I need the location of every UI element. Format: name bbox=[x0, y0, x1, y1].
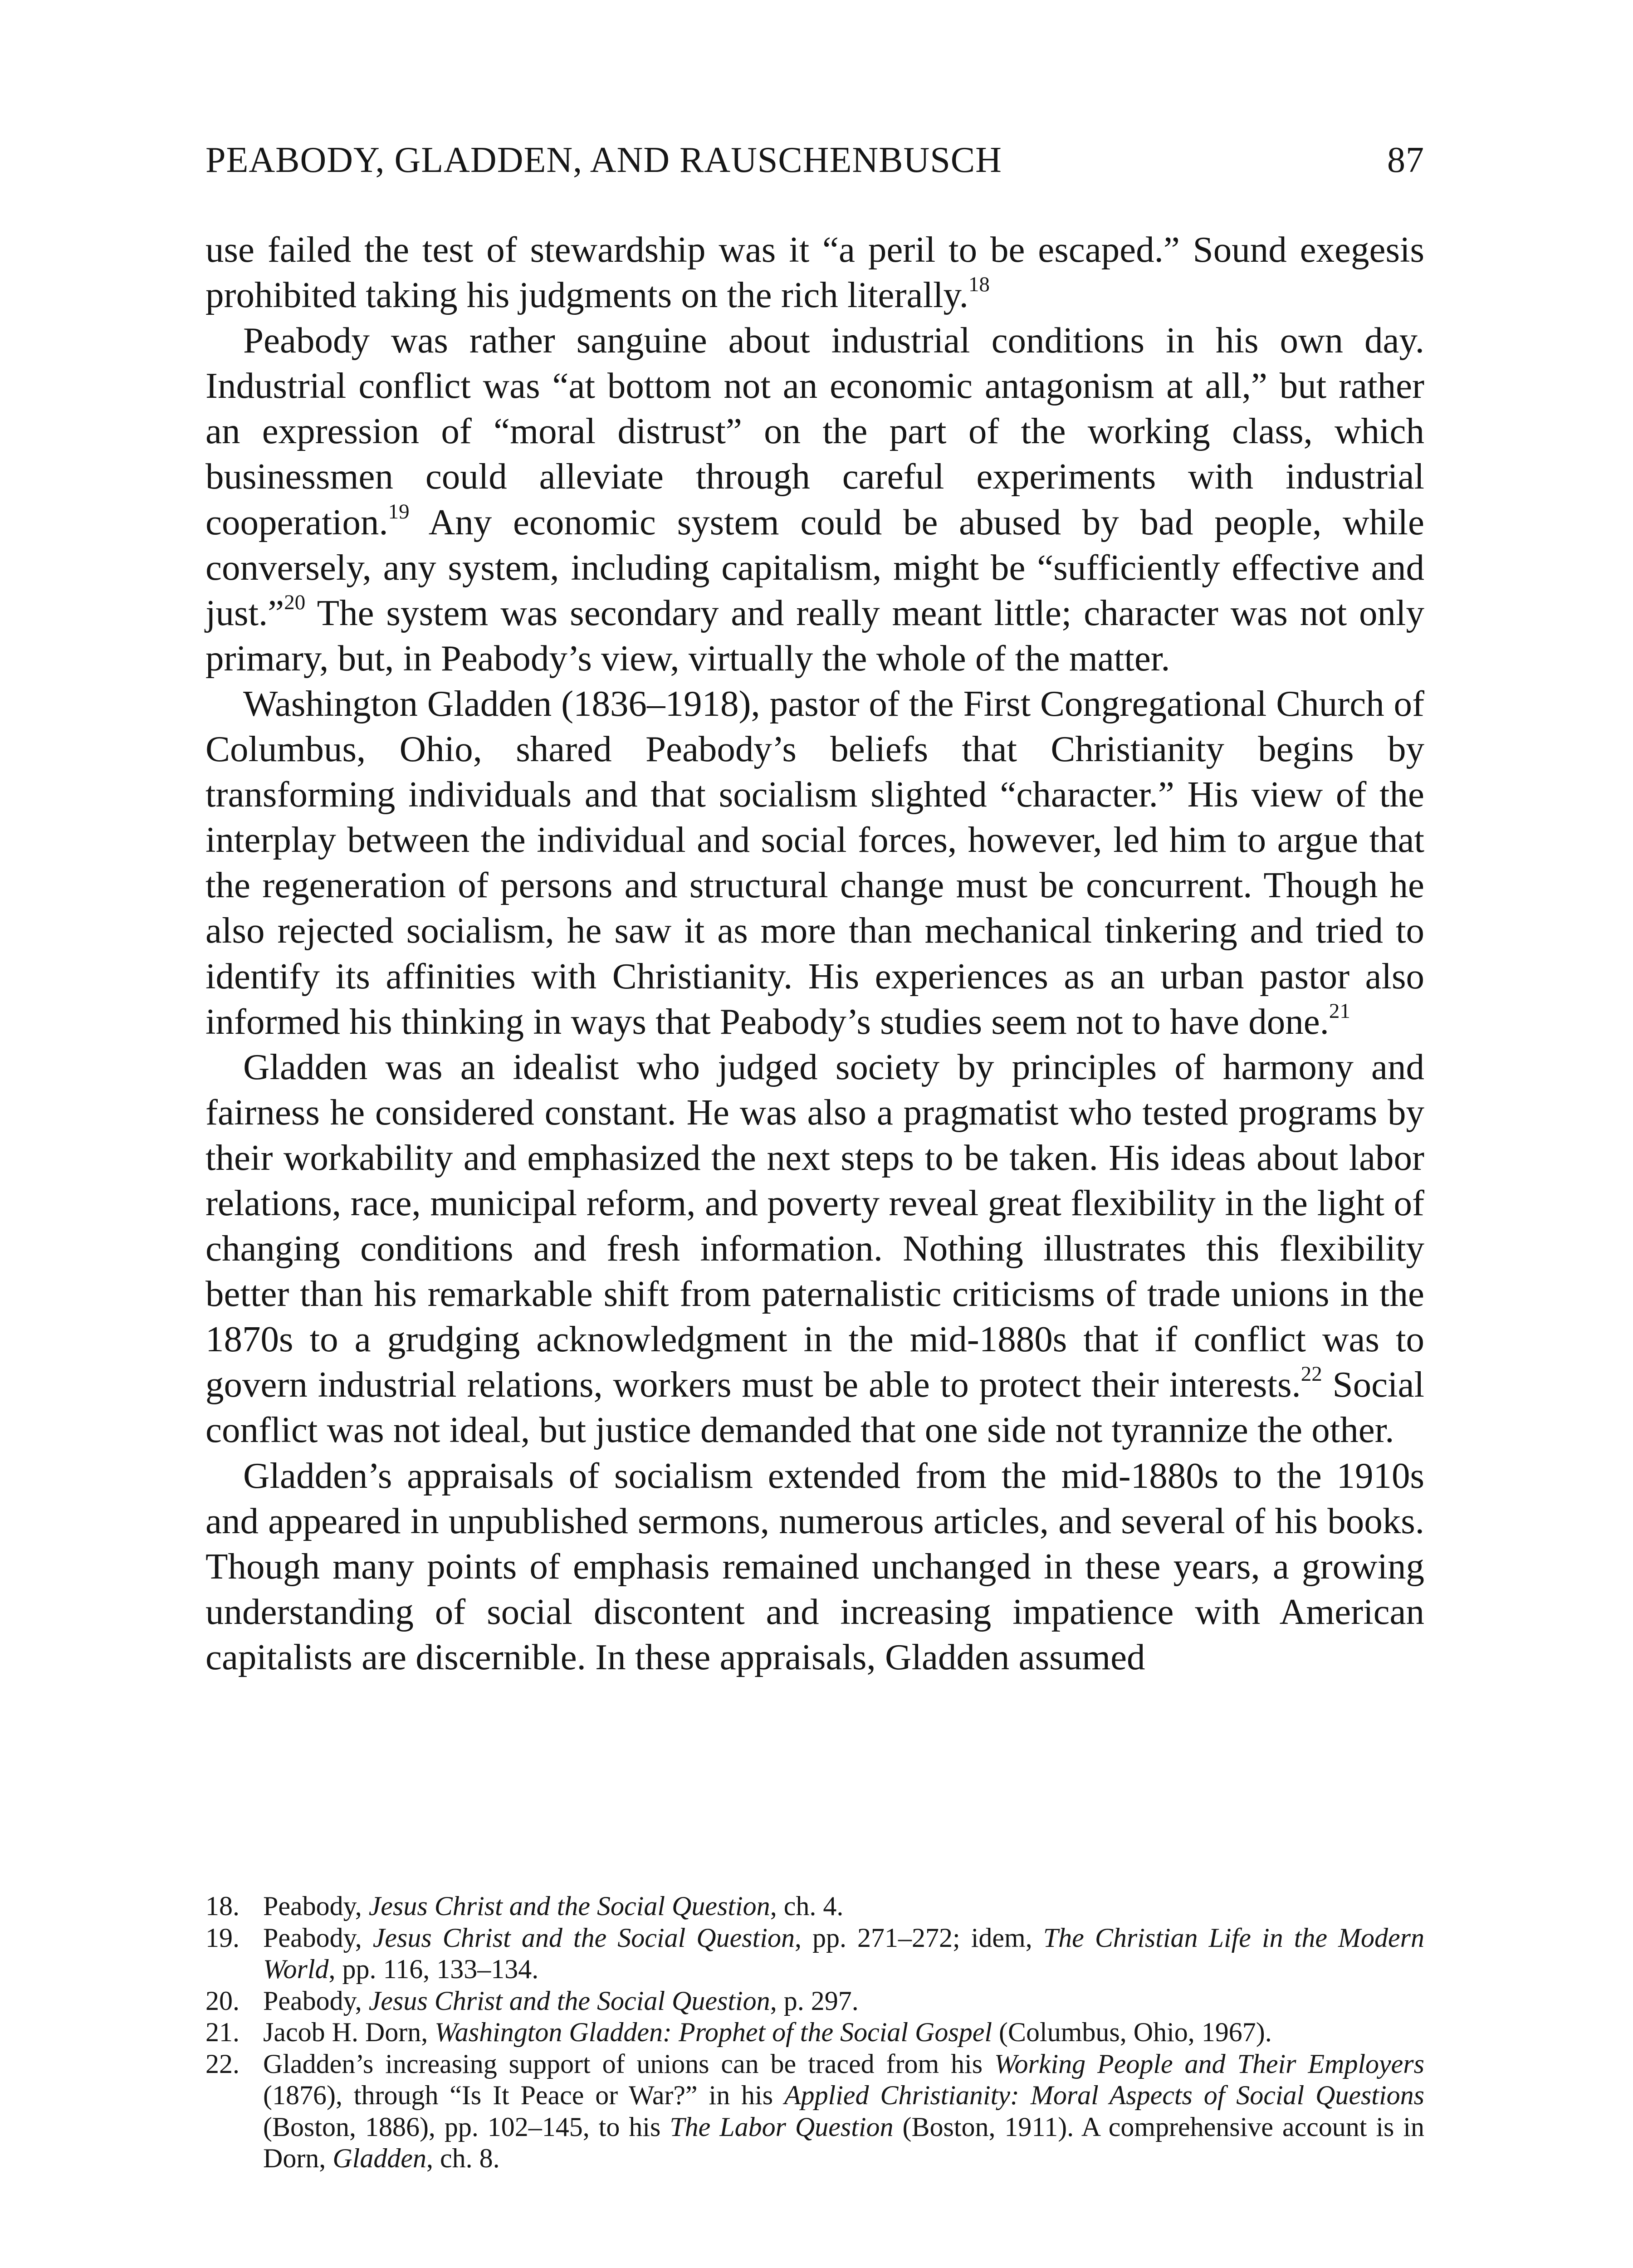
paragraph-peabody-industrial: Peabody was rather sanguine about industrial conditions in his own day. Industrial conflict was “at bottom not an economic antagonism at all,” but rather an expression of “moral distrust” on the part of the working class, which businessmen could alleviate through careful experiments with industrial cooperation.$^{19}$ Any economic system could be abused by bad people, while conversely, any system, including capitalism, might be “sufficiently effective and just.”$^{20}$ The system was secondary and really meant little; character was not only primary, but, in Peabody’s view, virtually the whole of the matter. bbox=[205, 320, 1424, 679]
footnote-ref-18: 18 bbox=[968, 272, 990, 296]
paragraph-gladden-socialism: Gladden’s appraisals of socialism extended from the mid-1880s to the 1910s and appeared in unpublished sermons, numerous articles, and several of his books. Though many points of emphasis remained unchanged in these years, a growing understanding of social discontent and increasing impatience with American capitalists are discernible. In these appraisals, Gladden assumed bbox=[205, 1455, 1424, 1677]
footnote-18: 18. Peabody, Jesus Christ and the Social Question, ch. 4. bbox=[205, 1891, 844, 1921]
paragraph-continued: use failed the test of stewardship was it “a peril to be escaped.” Sound exegesis prohibited taking his judgments on the rich literally.$^{18}$ bbox=[205, 229, 1424, 316]
paragraph-washington-gladden: Washington Gladden (1836–1918), pastor of the First Congregational Church of Columbus, Ohio, shared Peabody’s beliefs that Christianity begins by transforming individuals and that socialism slighted “character.” His view of the interplay between the individual and social forces, however, led him to argue that the regeneration of persons and structural change must be concurrent. Though he also rejected socialism, he saw it as more than mechanical tinkering and tried to identify its affinities with Christianity. His experiences as an urban pastor also informed his thinking in ways that Peabody’s studies seem not to have done.$^{21}$ bbox=[205, 683, 1424, 1042]
paragraph-gladden-idealist: Gladden was an idealist who judged society by principles of harmony and fairness he considered constant. He was also a pragmatist who tested programs by their workability and emphasized the next steps to be taken. His ideas about labor relations, race, municipal reform, and poverty reveal great flexibility in the light of changing conditions and fresh information. Nothing illustrates this flexibility better than his remarkable shift from paternalistic criticisms of trade unions in the 1870s to a grudging acknowledgment in the mid-1880s that if conflict was to govern industrial relations, workers must be able to protect their interests.$^{22}$ Social conflict was not ideal, but justice demanded that one side not tyrannize the other. bbox=[205, 1046, 1424, 1451]
footnote-ref-19: 19 bbox=[388, 499, 410, 523]
footnote-22: 22. Gladden’s increasing support of unions can be traced from his Working People and Their Employers (1876), through “Is It Peace or War?” in his Applied Christianity: Moral Aspects of Social Questions (Boston, 1886), pp. 102–145, to his The Labor Question (Boston, 1911). A comprehensive account is in Dorn, Gladden, ch. 8. bbox=[205, 2048, 1424, 2173]
footnote-ref-20: 20 bbox=[284, 590, 306, 614]
running-head bbox=[205, 135, 1424, 185]
footnotes bbox=[205, 1891, 1424, 2175]
body-text bbox=[205, 227, 1424, 1680]
footnote-21: 21. Jacob H. Dorn, Washington Gladden: Prophet of the Social Gospel (Columbus, Ohio, 1967). bbox=[205, 2017, 1272, 2047]
footnote-20: 20. Peabody, Jesus Christ and the Social Question, p. 297. bbox=[205, 1985, 859, 2016]
footnote-ref-21: 21 bbox=[1329, 999, 1350, 1023]
page-number: 87 bbox=[1387, 140, 1424, 180]
footnote-19: 19. Peabody, Jesus Christ and the Social Question, pp. 271–272; idem, The Christian Life in the Modern World, pp. 116, 133–134. bbox=[205, 1922, 1425, 1984]
running-head-title: PEABODY, GLADDEN, AND RAUSCHENBUSCH bbox=[205, 140, 1002, 180]
footnote-ref-22: 22 bbox=[1301, 1362, 1322, 1386]
